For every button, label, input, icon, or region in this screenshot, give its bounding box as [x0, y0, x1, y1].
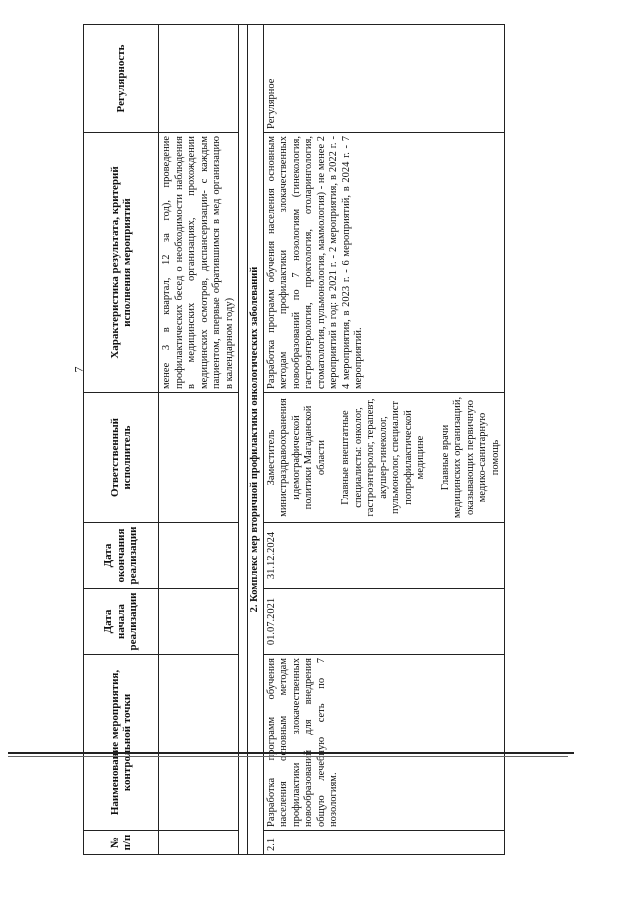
row-criteria: Разработка программ обучения населения основным методам профилактики злокачественных новообразований по 7 нозологиям (гинекология, гастроэнтерология, проктология, отоларингология, стоматология, пульмонология, маммология) - не менее 2 мероприятий в год: в 2021 г. - 2 мероприятия, в 2022 г. - 4 мероприятия, в 2023 г. - 6 мероприятий, в 2024 г. - 7 мероприятий. — [263, 133, 505, 393]
table-row — [263, 25, 505, 855]
row-start: 01.07.2021 — [263, 589, 505, 655]
row-end: 31.12.2024 — [263, 523, 505, 589]
header-row — [84, 25, 159, 855]
row-name: Разработка программ обучения населения основным методам профилактики злокачественных новообразований для внедрения общую лечебную сеть по 7 нозологиям. — [263, 655, 505, 831]
scan-edge-line — [8, 752, 574, 754]
header-responsible: Ответственный исполнитель — [84, 393, 159, 523]
header-start: Дата начала реализации — [84, 589, 159, 655]
section-title: 2. Комплекс мер вторичной профилактики онкологических заболеваний — [248, 25, 264, 855]
measures-table — [83, 24, 505, 855]
scan-edge-line-thin — [8, 756, 568, 757]
section-row — [248, 25, 264, 855]
rotated-table-wrapper — [83, 25, 593, 855]
responsible-deputy: Заместитель министраздравоохранения идемографической политики Магаданской области — [265, 398, 327, 517]
page-number: 7 — [71, 366, 86, 373]
responsible-specialists: Главные внештатные специалисты: онколог, гастроэнтеролог, терапевт, акушер-гинеколог, пульмонолог, специалист попрофилактической медицине — [340, 398, 426, 517]
header-end: Дата окончания реализации — [84, 523, 159, 589]
header-regularity: Регулярность — [84, 25, 159, 133]
header-num: № п/п — [84, 831, 159, 855]
continued-row — [159, 25, 239, 855]
header-name: Наименование мероприятия, контрольной точки — [84, 655, 159, 831]
responsible-chief-doctors: Главные врачи медицинских организаций, оказывающих первичную медико-санитарную помощь — [439, 396, 501, 519]
gap-row — [239, 25, 248, 855]
continued-criteria: менее 3 в квартал, 12 за год), проведение профилактических бесед о необходимости наблюдения в медицинских организациях, прохождении медицинских осмотров, диспансеризации- с каждым пациентом, впервые обратившимся в мед организацию в календарном году) — [159, 133, 239, 393]
row-responsible — [263, 393, 505, 523]
row-num: 2.1 — [263, 831, 505, 855]
header-criteria: Характеристика результата, критерий исполнения мероприятий — [84, 133, 159, 393]
row-regularity: Регулярное — [263, 25, 505, 133]
